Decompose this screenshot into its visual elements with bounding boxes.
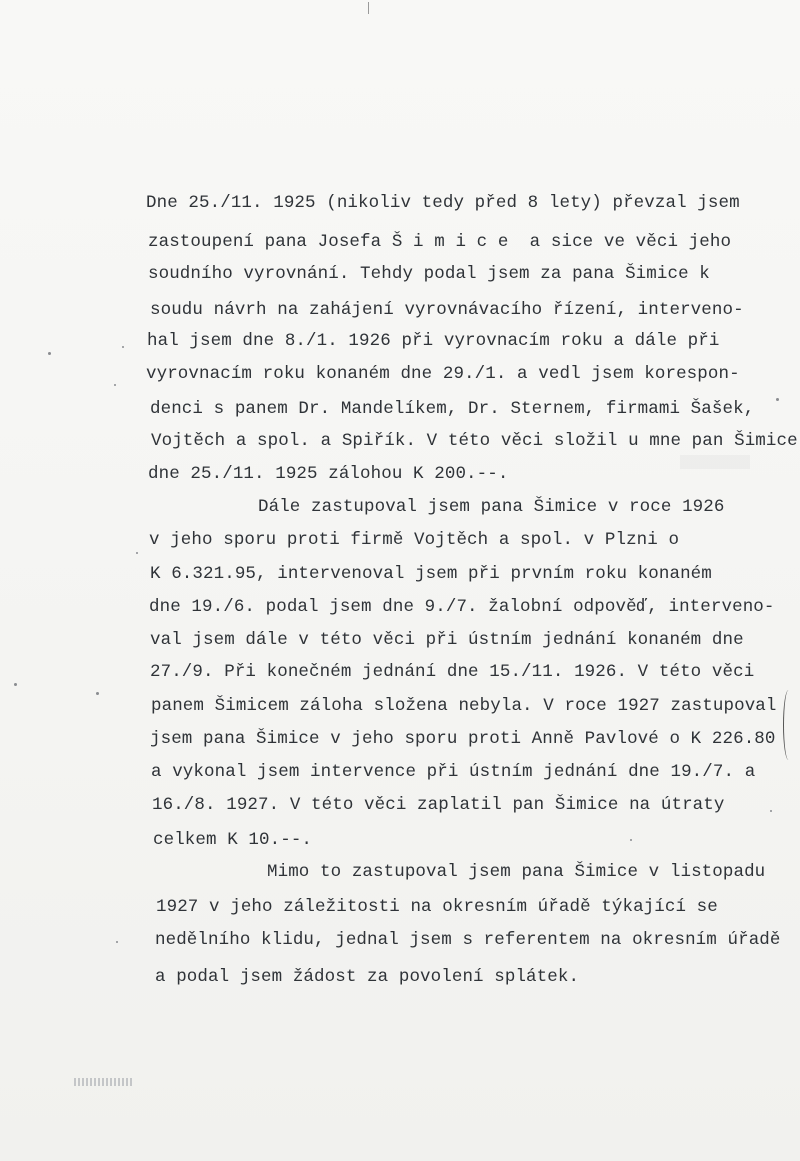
text-line: Dne 25./11. 1925 (nikoliv tedy před 8 lety) převzal jsem bbox=[146, 193, 740, 213]
text-line: nedělního klidu, jednal jsem s referentem na okresním úřadě bbox=[155, 930, 781, 950]
text-line: soudu návrh na zahájení vyrovnávacího řízení, interveno- bbox=[150, 300, 744, 320]
scan-smudge bbox=[74, 1078, 134, 1086]
text-line: celkem K 10.--. bbox=[153, 830, 313, 850]
scan-speck bbox=[48, 352, 51, 355]
text-line: dne 19./6. podal jsem dne 9./7. žalobní odpověď, interveno- bbox=[149, 597, 775, 617]
text-line: jsem pana Šimice v jeho sporu proti Anně Pavlové o K 226.80 bbox=[150, 729, 776, 749]
text-line: 27./9. Při konečném jednání dne 15./11. 1926. V této věci bbox=[150, 662, 755, 682]
scan-speck bbox=[116, 941, 118, 943]
scan-speck bbox=[136, 552, 138, 554]
text-line: soudního vyrovnání. Tehdy podal jsem za pana Šimice k bbox=[148, 264, 710, 284]
scan-speck bbox=[630, 839, 632, 841]
text-line: panem Šimicem záloha složena nebyla. V roce 1927 zastupoval bbox=[151, 696, 777, 716]
text-line: a podal jsem žádost za povolení splátek. bbox=[155, 967, 580, 987]
text-line: 1927 v jeho záležitosti na okresním úřadě týkající se bbox=[156, 897, 718, 917]
bleed-through-mark bbox=[680, 455, 750, 469]
scan-speck bbox=[14, 683, 17, 686]
scan-speck bbox=[114, 384, 116, 386]
text-line: K 6.321.95, intervenoval jsem při prvním roku konaném bbox=[150, 564, 712, 584]
scan-speck bbox=[776, 398, 779, 401]
text-line: vyrovnacím roku konaném dne 29./1. a vedl jsem korespon- bbox=[146, 364, 740, 384]
text-line: Vojtěch a spol. a Spiřík. V této věci složil u mne pan Šimice bbox=[151, 431, 798, 451]
text-line: zastoupení pana Josefa Š i m i c e a sice ve věci jeho bbox=[148, 232, 732, 252]
text-line-indented: Mimo to zastupoval jsem pana Šimice v listopadu bbox=[267, 862, 766, 882]
text-line: 16./8. 1927. V této věci zaplatil pan Šimice na útraty bbox=[152, 795, 725, 815]
text-line: denci s panem Dr. Mandelíkem, Dr. Sternem, firmami Šašek, bbox=[150, 399, 755, 419]
scan-speck bbox=[122, 346, 124, 348]
text-line-indented: Dále zastupoval jsem pana Šimice v roce 1926 bbox=[258, 497, 725, 517]
scan-speck bbox=[96, 692, 99, 695]
text-line: val jsem dále v této věci při ústním jednání konaném dne bbox=[150, 630, 744, 650]
text-line: hal jsem dne 8./1. 1926 při vyrovnacím roku a dále při bbox=[147, 331, 720, 351]
text-line: v jeho sporu proti firmě Vojtěch a spol. v Plzni o bbox=[149, 530, 680, 550]
text-line: dne 25./11. 1925 zálohou K 200.--. bbox=[148, 464, 509, 484]
margin-pen-mark bbox=[783, 690, 794, 760]
top-mark bbox=[368, 2, 369, 14]
scan-speck bbox=[770, 810, 772, 812]
text-line: a vykonal jsem intervence při ústním jednání dne 19./7. a bbox=[151, 762, 756, 782]
